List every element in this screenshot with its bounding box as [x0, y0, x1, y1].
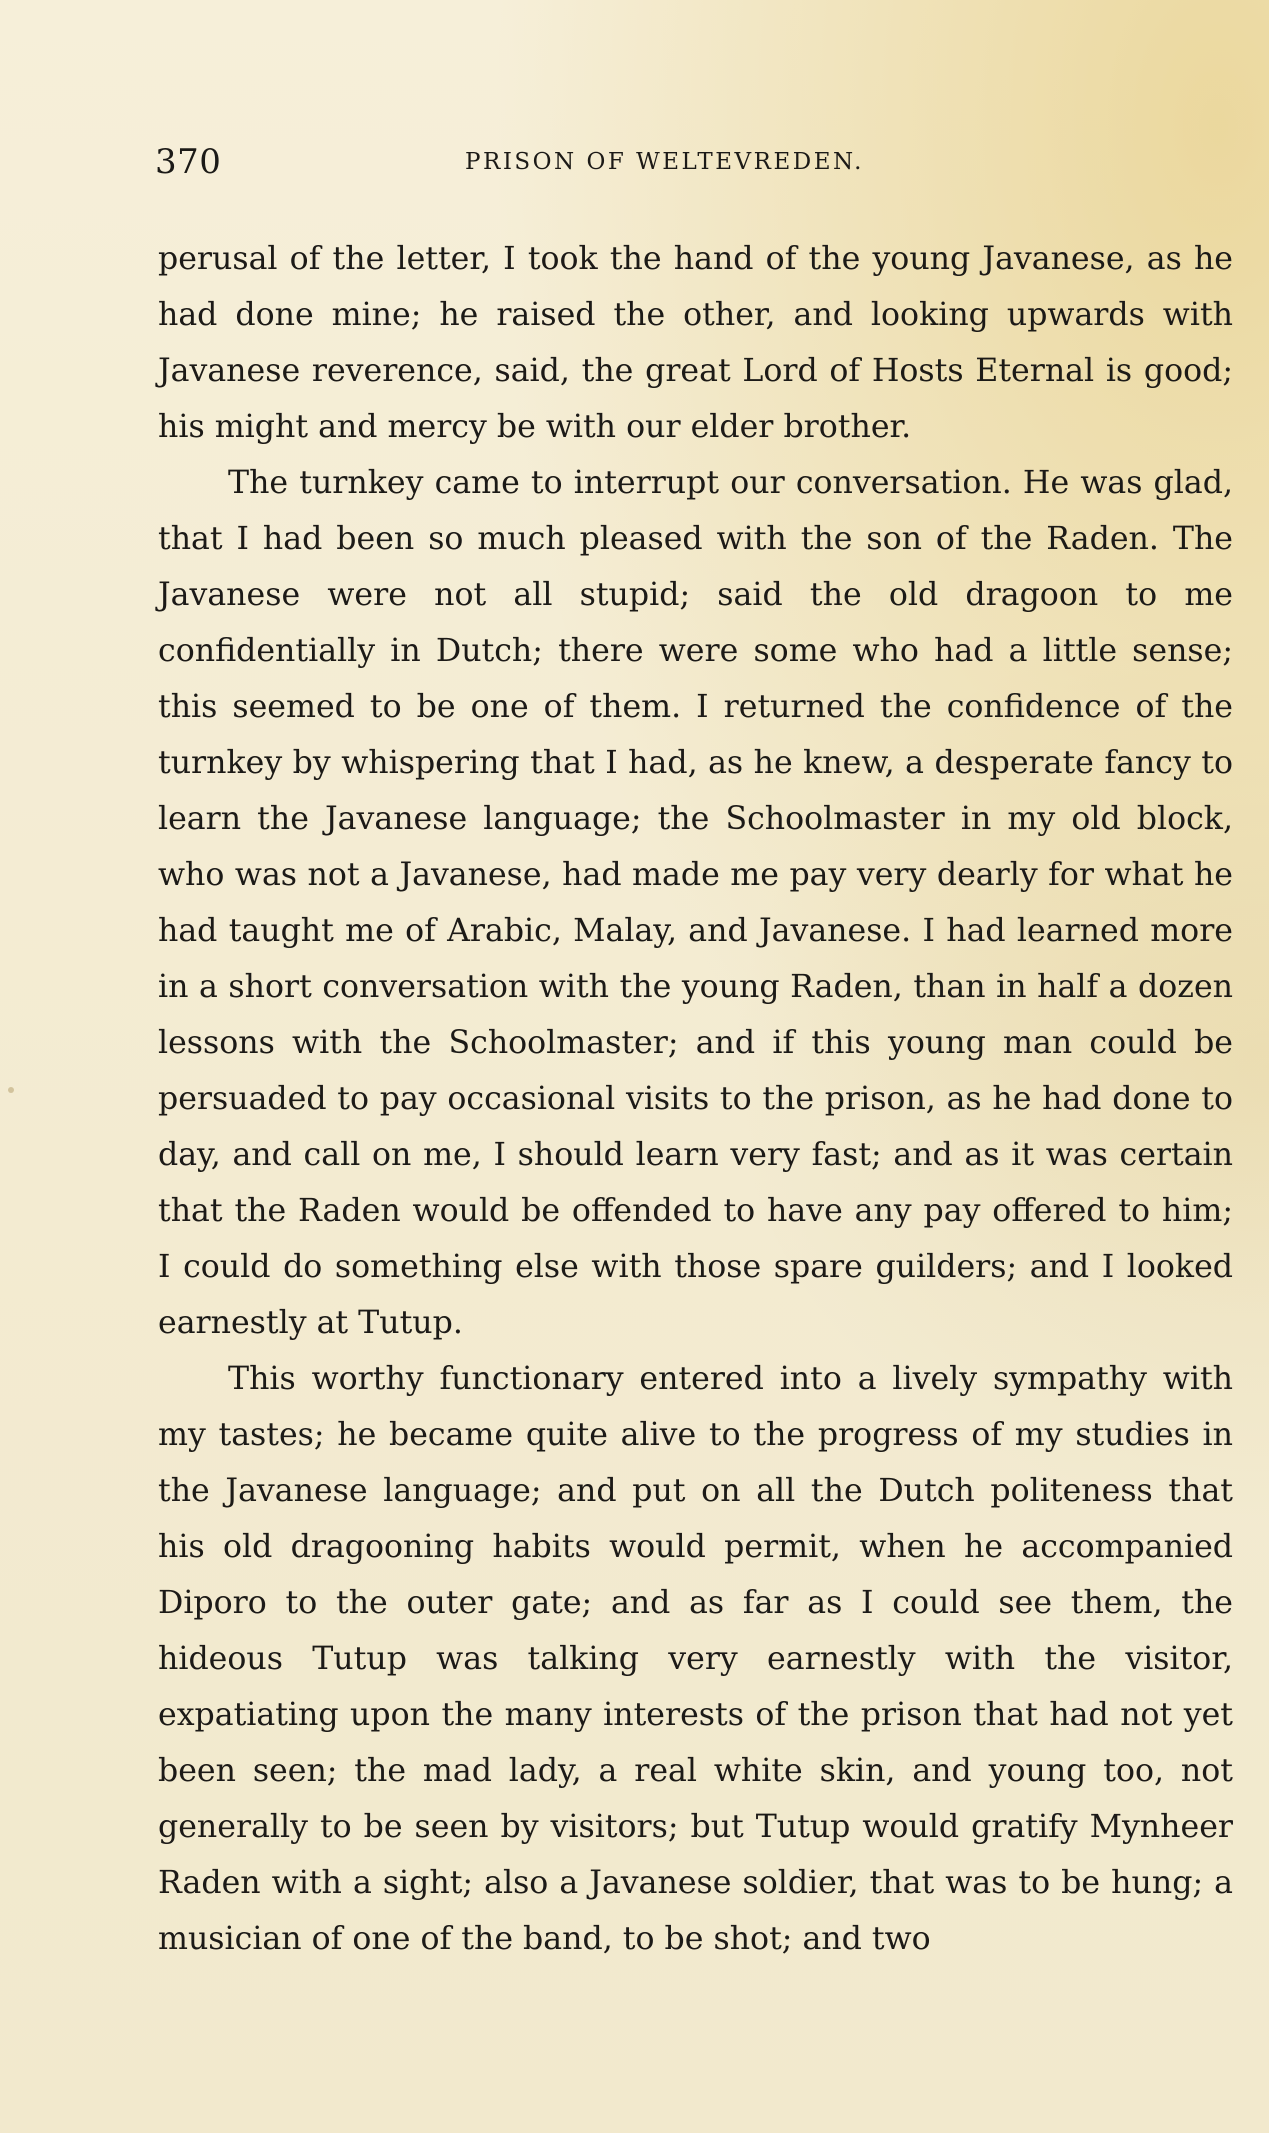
page-number: 370	[155, 142, 222, 182]
running-title: PRISON OF WELTEVREDEN.	[465, 149, 864, 175]
body-text	[158, 231, 1233, 1967]
paragraph-turnkey: The turnkey came to interrupt our conversation. He was glad, that I had been so much pleased with the son of the Raden. The Javanese were not all stupid; said the old dragoon to me confidentially in Dutch; there were some who had a little sense; this seemed to be one of them. I returned the confidence of the turnkey by whispering that I had, as he knew, a desperate fancy to learn the Javanese language; the Schoolmaster in my old block, who was not a Javanese, had made me pay very dearly for what he had taught me of Arabic, Malay, and Javanese. I had learned more in a short conversation with the young Raden, than in half a dozen lessons with the Schoolmaster; and if this young man could be persuaded to pay occasional visits to the prison, as he had done to day, and call on me, I should learn very fast; and as it was certain that the Raden would be offended to have any pay offered to him; I could do something else with those spare guilders; and I looked earnestly at Tutup.	[158, 465, 1233, 1341]
paragraph-functionary: This worthy functionary entered into a lively sympathy with my tastes; he became quite alive to the progress of my studies in the Javanese language; and put on all the Dutch politeness that his old dragooning habits would permit, when he accompanied Diporo to the outer gate; and as far as I could see them, the hideous Tutup was talking very earnestly with the visitor, expatiating upon the many interests of the prison that had not yet been seen; the mad lady, a real white skin, and young too, not generally to be seen by visitors; but Tutup would gratify Mynheer Raden with a sight; also a Javanese soldier, that was to be hung; a musician of one of the band, to be shot; and two	[158, 1361, 1233, 1957]
paper-speck	[8, 1087, 14, 1093]
paragraph-continued: perusal of the letter, I took the hand of the young Javanese, as he had done mine; he raised the other, and looking upwards with Javanese reverence, said, the great Lord of Hosts Eternal is good; his might and mercy be with our elder brother.	[158, 241, 1233, 445]
page-header	[155, 140, 1114, 184]
